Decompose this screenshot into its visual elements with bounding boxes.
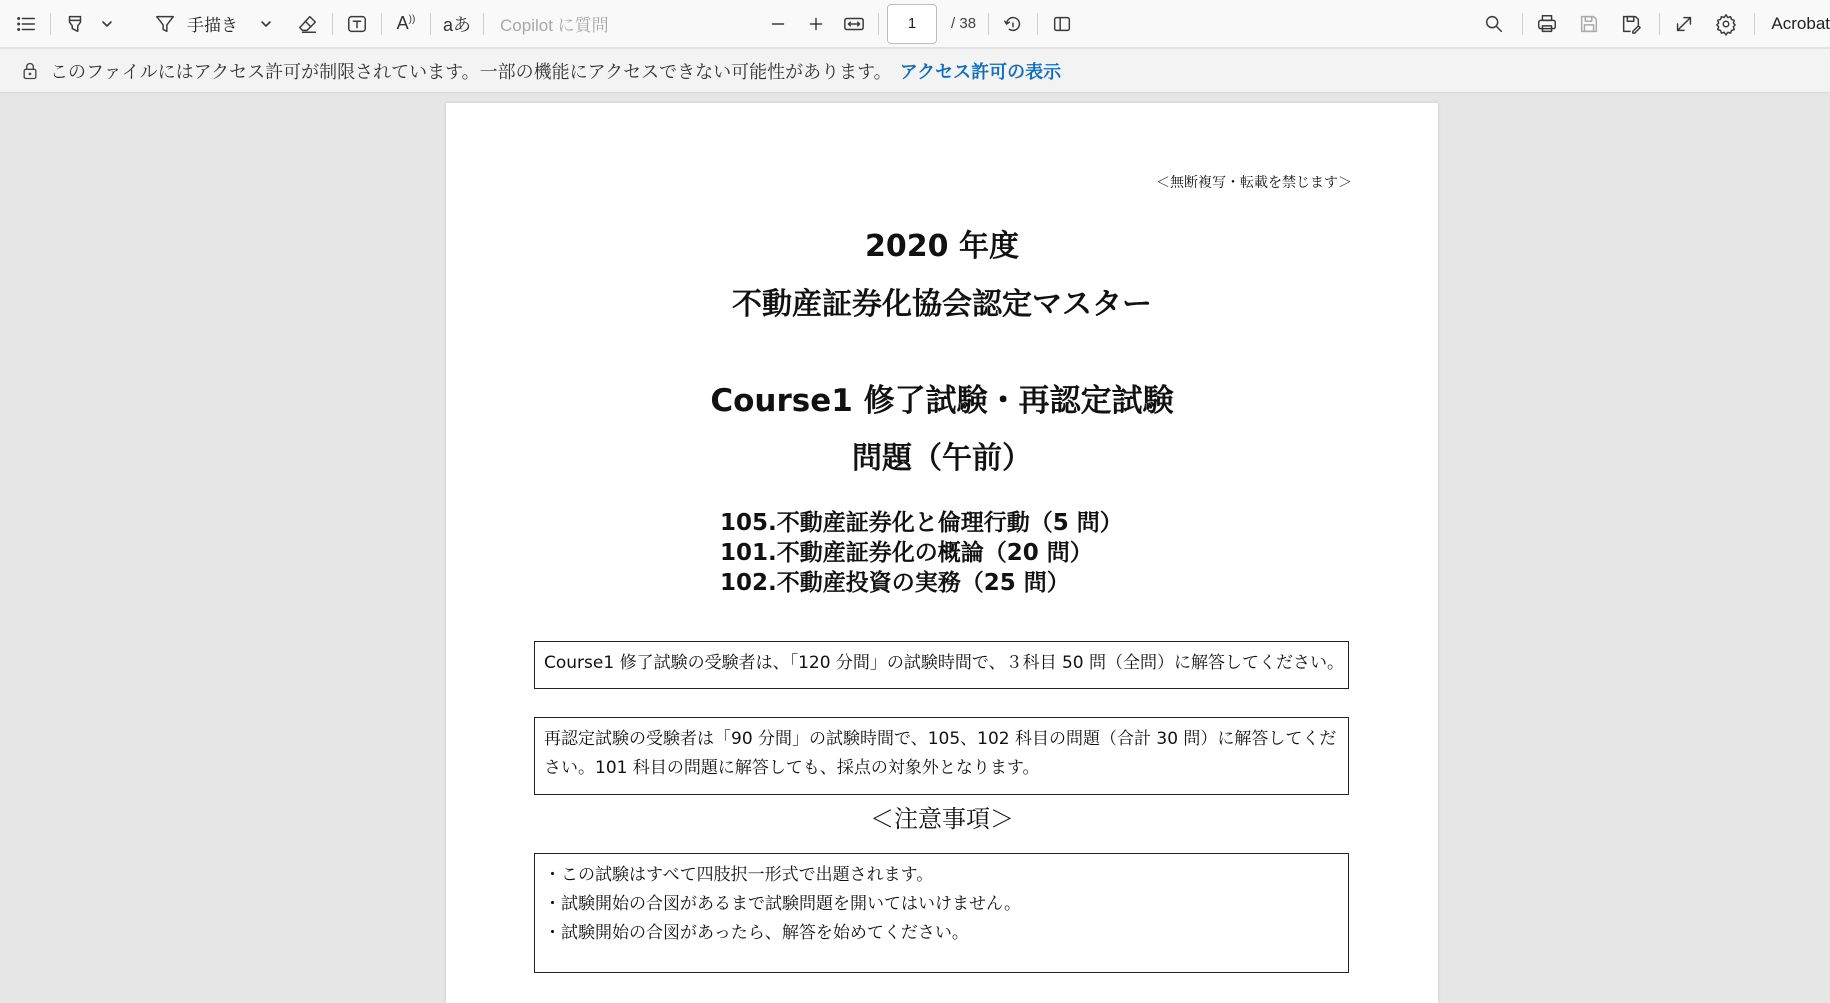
divider xyxy=(332,13,333,35)
page-view-icon[interactable] xyxy=(1046,8,1078,40)
caution-item: ・試験開始の合図があるまで試験問題を開いてはいけません。 xyxy=(544,894,1022,914)
exam-year: 2020 年度 xyxy=(865,229,1019,264)
lock-icon xyxy=(20,61,40,81)
fullscreen-icon[interactable] xyxy=(1668,8,1700,40)
subject-item: 105.不動産証券化と倫理行動（5 問） xyxy=(720,510,1123,536)
divider xyxy=(1754,13,1755,35)
divider xyxy=(483,13,484,35)
permission-message: このファイルにはアクセス許可が制限されています。一部の機能にアクセスできない可能性があります。 xyxy=(50,61,892,82)
copilot-input[interactable]: Copilot に質問 xyxy=(500,16,609,35)
save-as-icon[interactable] xyxy=(1615,8,1647,40)
divider xyxy=(1037,13,1038,35)
page-total: / 38 xyxy=(951,15,977,32)
caution-item: ・この試験はすべて四肢択一形式で出題されます。 xyxy=(544,865,934,885)
course-title: Course1 修了試験・再認定試験 xyxy=(710,383,1174,419)
organization-title: 不動産証券化協会認定マスター xyxy=(732,287,1152,322)
divider xyxy=(381,13,382,35)
highlighter-icon[interactable] xyxy=(59,8,91,40)
draw-label[interactable]: 手描き xyxy=(187,16,238,35)
course-instructions-box: Course1 修了試験の受験者は、「120 分間」の試験時間で、３科目 50 問（全問）に解答してください。 xyxy=(534,641,1349,689)
toolbar xyxy=(0,0,1830,48)
rotate-icon[interactable] xyxy=(997,8,1029,40)
permission-notice-bar xyxy=(0,49,1830,93)
caution-item: ・試験開始の合図があったら、解答を始めてください。 xyxy=(544,923,969,943)
caution-box xyxy=(534,853,1349,973)
draw-icon[interactable] xyxy=(149,8,181,40)
problem-title: 問題（午前） xyxy=(852,441,1032,476)
acrobat-button[interactable]: Acrobat xyxy=(1771,13,1830,33)
fit-width-icon[interactable] xyxy=(838,8,870,40)
recert-instructions-box: 再認定試験の受験者は「90 分間」の試験時間で、105、102 科目の問題（合計 30 問）に解答してください。101 科目の問題に解答しても、採点の対象外となります。 xyxy=(534,717,1349,795)
divider xyxy=(988,13,989,35)
divider xyxy=(1522,13,1523,35)
divider xyxy=(50,13,51,35)
chevron-down-icon[interactable] xyxy=(250,8,282,40)
copyright-notice: ＜無断複写・転載を禁じます＞ xyxy=(1156,175,1352,191)
read-aloud-icon[interactable]: A)) xyxy=(396,13,416,33)
contents-icon[interactable] xyxy=(10,8,42,40)
divider xyxy=(878,13,879,35)
print-icon[interactable] xyxy=(1531,8,1563,40)
search-icon[interactable] xyxy=(1478,8,1510,40)
subject-list xyxy=(720,508,1123,598)
subject-item: 102.不動産投資の実務（25 問） xyxy=(720,570,1070,596)
divider xyxy=(1659,13,1660,35)
document-viewer[interactable] xyxy=(0,94,1830,943)
translate-icon[interactable]: aあ xyxy=(443,14,472,35)
caution-heading: ＜注意事項＞ xyxy=(870,805,1014,833)
zoom-out-icon[interactable] xyxy=(762,8,794,40)
divider xyxy=(430,13,431,35)
settings-icon[interactable] xyxy=(1710,8,1742,40)
pdf-page xyxy=(446,103,1438,1003)
chevron-down-icon[interactable] xyxy=(91,8,123,40)
zoom-in-icon[interactable] xyxy=(800,8,832,40)
subject-item: 101.不動産証券化の概論（20 問） xyxy=(720,540,1093,566)
view-permissions-link[interactable]: アクセス許可の表示 xyxy=(899,61,1062,82)
eraser-icon[interactable] xyxy=(292,8,324,40)
save-icon xyxy=(1573,8,1605,40)
text-box-icon[interactable] xyxy=(341,8,373,40)
page-number-input[interactable]: 1 xyxy=(887,4,937,44)
